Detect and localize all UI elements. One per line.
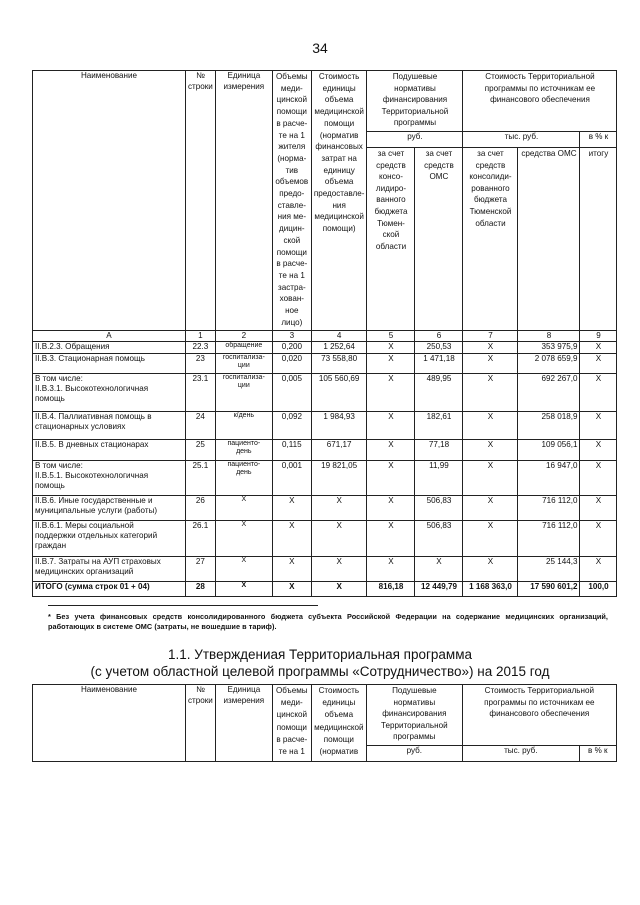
header-line: объема (324, 95, 354, 105)
row-per-capita-budget-cell: X (367, 412, 415, 440)
header-line: Объемы (276, 72, 308, 81)
row-number-cell: 22.3 (186, 342, 216, 354)
header-line: области (375, 241, 407, 251)
row-unit-cell (215, 496, 272, 521)
section-title (0, 646, 640, 680)
row-name-cell (33, 557, 186, 582)
header-line: нормативы (394, 83, 436, 93)
row-per-capita-budget-cell: X (367, 461, 415, 496)
header-line: помощи (276, 722, 307, 732)
col-header-program-oms (518, 148, 580, 331)
row-number-cell: 25.1 (186, 461, 216, 496)
row-program-oms-cell: 258 018,9 (518, 412, 580, 440)
column-index-cell: 2 (215, 331, 272, 342)
row-volume-cell: X (272, 582, 311, 597)
row-unit-cell-line: обращение (225, 342, 263, 349)
row-percent-cell: X (580, 412, 617, 440)
header-line: в расче- (276, 259, 308, 269)
header-line: консолиди- (469, 172, 512, 182)
header-line: ставле- (277, 200, 306, 210)
header-line: помощи (324, 118, 355, 128)
row-program-oms-cell: 2 078 659,9 (518, 354, 580, 374)
row-unit-cell-line: X (241, 582, 247, 589)
row-volume-cell: X (272, 521, 311, 557)
header-line: затрат на (321, 153, 357, 163)
row-program-oms-cell: 109 056,1 (518, 440, 580, 461)
header-line: помощи) (322, 224, 356, 234)
column-index-cell: 4 (311, 331, 367, 342)
row-name-cell-line: муниципальные услуги (работы) (35, 506, 158, 515)
table-row (33, 374, 617, 412)
header-line: объема (324, 177, 354, 187)
header-line: ской (382, 230, 400, 240)
col-header-per-capita-budget (367, 148, 415, 331)
table-row (33, 582, 617, 597)
header-line: те на 1 (278, 270, 305, 280)
header-line: Наименование (80, 685, 138, 694)
header-line: программы (393, 732, 436, 741)
header-line: ния (332, 200, 346, 210)
row-unit-cell (215, 521, 272, 557)
header-line: ния ме- (277, 212, 307, 222)
row-unit-cost-cell: 671,17 (311, 440, 367, 461)
header-line: предоставле- (313, 189, 365, 199)
row-number-cell: 23 (186, 354, 216, 374)
header-line: единицы (322, 698, 356, 708)
header-line: финансового обеспечения (489, 709, 590, 718)
header-line: объема (324, 710, 354, 720)
row-name-cell-line: В том числе: (35, 374, 83, 383)
header-line: средств (424, 160, 454, 170)
row-name-cell-line: медицинских организаций (35, 567, 134, 576)
row-unit-cell (215, 440, 272, 461)
row-name-cell-line: II.B.5.1. Высокотехнологичная (35, 471, 149, 480)
header-line: ОМС (429, 172, 449, 182)
row-per-capita-oms-cell: 489,95 (415, 374, 463, 412)
col-header-program-cost (462, 685, 616, 746)
row-per-capita-oms-cell: 11,99 (415, 461, 463, 496)
table-row (33, 412, 617, 440)
row-name-cell-line: ИТОГО (сумма строк 01 + 04) (35, 582, 150, 591)
column-index-cell: 7 (463, 331, 518, 342)
row-name-cell (33, 342, 186, 354)
row-percent-cell: X (580, 354, 617, 374)
header-line: Территориальной (381, 720, 448, 730)
header-line: те на 1 (278, 130, 305, 140)
col-header-unit-cost (311, 71, 367, 331)
row-program-oms-cell: 353 975,9 (518, 342, 580, 354)
header-line: финансирования (382, 95, 448, 104)
header-line: хован- (279, 294, 304, 304)
table-row (33, 496, 617, 521)
row-name-cell (33, 354, 186, 374)
row-unit-cell (215, 374, 272, 412)
header-line: бюджета (374, 206, 408, 216)
header-line: Тюмен- (377, 218, 405, 228)
row-per-capita-budget-cell: 816,18 (367, 582, 415, 597)
row-unit-cell-line: X (241, 521, 247, 528)
table-row (33, 557, 617, 582)
header-line: Наименование (80, 71, 138, 80)
header-line: Тюменской (469, 206, 512, 216)
row-per-capita-budget-cell: X (367, 440, 415, 461)
row-name-cell-line: II.B.5. В дневных стационарах (35, 440, 149, 449)
row-unit-cell-line: X (241, 496, 247, 503)
header-line: предо- (279, 189, 305, 199)
header-line: Стоимость Территориальной (484, 686, 594, 695)
row-unit-cell-line: ции (237, 362, 250, 369)
row-volume-cell: 0,001 (272, 461, 311, 496)
header-line: средств (475, 160, 506, 170)
row-name-cell-line: помощь (35, 394, 65, 403)
row-volume-cell: X (272, 557, 311, 582)
header-line: финансирования (382, 709, 447, 718)
row-percent-cell: X (580, 374, 617, 412)
row-percent-cell: X (580, 461, 617, 496)
col-header-program-cost-unit: тыс. руб. (463, 132, 580, 148)
column-index-row (33, 331, 617, 342)
header-line: медицинской (314, 107, 364, 117)
row-program-oms-cell: 17 590 601,2 (518, 582, 580, 597)
approved-program-table (32, 684, 617, 762)
row-name-cell-line: стационарных условиях (35, 422, 126, 431)
header-line: объемов (275, 177, 309, 187)
row-volume-cell: 0,005 (272, 374, 311, 412)
header-line: за счет (477, 149, 504, 158)
header-line: дицин- (279, 224, 305, 234)
col-header-volume (272, 685, 311, 762)
footnote: * Без учета финансовых средств консолидированного бюджета субъекта Российской Федерации на содержание медицинских организаций, работающих в системе ОМС (затраты, не вошедшие в тариф). (48, 612, 608, 631)
row-name-cell (33, 412, 186, 440)
row-program-budget-cell: X (463, 412, 518, 440)
header-line: строки (188, 81, 213, 91)
row-unit-cell (215, 354, 272, 374)
header-line: Единица (227, 685, 261, 694)
header-line: ное (285, 306, 299, 316)
col-header-percent: в % к (579, 746, 616, 762)
row-unit-cell-line: госпитализа- (222, 354, 265, 361)
row-unit-cost-cell: 19 821,05 (311, 461, 367, 496)
row-per-capita-budget-cell: X (367, 374, 415, 412)
row-name-cell (33, 496, 186, 521)
column-index-cell: 6 (415, 331, 463, 342)
row-number-cell: 27 (186, 557, 216, 582)
row-program-oms-cell: 716 112,0 (518, 521, 580, 557)
row-volume-cell: 0,200 (272, 342, 311, 354)
header-line: в расче- (276, 734, 308, 744)
table-row (33, 440, 617, 461)
header-line: строки (188, 695, 213, 705)
header-line: застра- (277, 282, 306, 292)
row-name-cell (33, 582, 186, 597)
col-header-per-capita-oms (415, 148, 463, 331)
row-unit-cost-cell: 105 560,69 (311, 374, 367, 412)
row-name-cell-line: II.B.2.3. Обращения (35, 342, 110, 351)
program-cost-table (32, 70, 617, 597)
header-line: единицы (322, 83, 356, 93)
column-index-cell: 9 (580, 331, 617, 342)
row-volume-cell: X (272, 496, 311, 521)
column-index-cell: 8 (518, 331, 580, 342)
col-header-name (33, 685, 186, 762)
row-name-cell-line: II.B.3.1. Высокотехнологичная (35, 384, 149, 393)
header-line: Объемы (276, 686, 308, 695)
row-program-budget-cell: X (463, 521, 518, 557)
row-number-cell: 23.1 (186, 374, 216, 412)
header-line: цинской (276, 710, 307, 720)
row-program-budget-cell: X (463, 461, 518, 496)
row-number-cell: 25 (186, 440, 216, 461)
header-line: те на 1 (278, 747, 305, 757)
page-number: 34 (312, 40, 328, 56)
row-name-cell (33, 440, 186, 461)
footnote-divider (48, 605, 318, 606)
row-per-capita-budget-cell: X (367, 521, 415, 557)
header-line: ванного (376, 195, 406, 205)
row-per-capita-oms-cell: 1 471,18 (415, 354, 463, 374)
header-line: помощи (276, 107, 307, 117)
row-per-capita-budget-cell: X (367, 496, 415, 521)
col-header-program-cost (463, 71, 617, 132)
header-line: медицинской (314, 722, 364, 732)
header-line: консо- (378, 172, 403, 182)
row-name-cell-line: поддержки отдельных категорий (35, 531, 158, 540)
row-name-cell-line: В том числе: (35, 461, 83, 470)
row-volume-cell: 0,115 (272, 440, 311, 461)
header-line: меди- (280, 83, 303, 93)
header-line: финансового обеспечения (490, 95, 590, 104)
col-header-unit-cost (311, 685, 366, 762)
table-row (33, 354, 617, 374)
row-per-capita-oms-cell: 182,61 (415, 412, 463, 440)
header-line: Подушевые (392, 72, 438, 81)
row-unit-cost-cell: X (311, 521, 367, 557)
row-unit-cell (215, 557, 272, 582)
row-per-capita-oms-cell: 506,83 (415, 521, 463, 557)
row-per-capita-budget-cell: X (367, 557, 415, 582)
col-header-program-budget (463, 148, 518, 331)
row-unit-cost-cell: 1 984,93 (311, 412, 367, 440)
row-program-budget-cell: X (463, 496, 518, 521)
row-unit-cell-line: к/день (233, 412, 255, 419)
row-percent-cell: X (580, 521, 617, 557)
header-line: программы (393, 118, 437, 127)
row-unit-cell-line: пациенто- (227, 440, 261, 447)
header-line: № (196, 685, 205, 694)
header-line: за счет (377, 149, 405, 158)
row-name-cell-line: II.B.6.1. Меры социальной (35, 521, 134, 530)
row-name-cell-line: II.B.3. Стационарная помощь (35, 354, 145, 363)
row-percent-cell: X (580, 440, 617, 461)
header-line: помощи (276, 247, 307, 257)
row-unit-cell-line: пациенто- (227, 461, 261, 468)
row-per-capita-oms-cell: X (415, 557, 463, 582)
section-title-line-2: (с учетом областной целевой программы «Сотрудничество») на 2015 год (90, 664, 550, 679)
col-header-percent: в % к (580, 132, 617, 148)
row-name-cell (33, 461, 186, 496)
col-header-unit (215, 685, 272, 762)
row-number-cell: 26.1 (186, 521, 216, 557)
header-line: (норматив (319, 130, 359, 140)
row-program-budget-cell: X (463, 342, 518, 354)
column-index-cell: 1 (186, 331, 216, 342)
row-number-cell: 26 (186, 496, 216, 521)
header-line: средств (376, 160, 406, 170)
row-unit-cell-line: ции (237, 382, 250, 389)
row-program-oms-cell: 25 144,3 (518, 557, 580, 582)
header-line: Единица (227, 71, 261, 80)
header-line: измерения (223, 695, 265, 705)
row-name-cell-line: II.B.4. Паллиативная помощь в (35, 412, 152, 421)
row-unit-cell (215, 412, 272, 440)
row-program-budget-cell: X (463, 354, 518, 374)
header-line: Территориальной (381, 106, 449, 116)
header-line: программы по источникам ее (484, 83, 596, 93)
row-program-budget-cell: X (463, 557, 518, 582)
row-per-capita-oms-cell: 77,18 (415, 440, 463, 461)
row-unit-cell-line: день (236, 448, 252, 455)
col-header-unit (215, 71, 272, 331)
header-line: (норматив (319, 747, 359, 757)
column-index-cell: А (33, 331, 186, 342)
row-program-oms-cell: 692 267,0 (518, 374, 580, 412)
row-name-cell-line: II.B.6. Иные государственные и (35, 496, 153, 505)
table-row (33, 461, 617, 496)
col-header-row-number (186, 71, 216, 331)
header-line: (норма- (277, 153, 307, 163)
header-line: № (196, 71, 205, 80)
header-line: жителя (278, 142, 306, 152)
header-line: лицо) (281, 317, 303, 327)
row-per-capita-oms-cell: 12 449,79 (415, 582, 463, 597)
row-unit-cost-cell: X (311, 496, 367, 521)
header-line: измерения (223, 81, 265, 91)
header-line: цинской (276, 95, 307, 105)
row-unit-cell-line: X (241, 557, 247, 564)
row-unit-cell (215, 582, 272, 597)
header-line: меди- (280, 698, 303, 708)
header-line: программы по источникам ее (484, 697, 595, 707)
row-per-capita-budget-cell: X (367, 342, 415, 354)
col-header-per-capita (367, 71, 463, 132)
row-volume-cell: 0,020 (272, 354, 311, 374)
header-line: единицу (323, 165, 355, 175)
row-name-cell-line: граждан (35, 541, 67, 550)
row-unit-cell (215, 461, 272, 496)
row-volume-cell: 0,092 (272, 412, 311, 440)
row-program-oms-cell: 716 112,0 (518, 496, 580, 521)
table-row (33, 521, 617, 557)
row-percent-cell: X (580, 557, 617, 582)
header-line: ской (283, 235, 301, 245)
row-name-cell (33, 521, 186, 557)
header-line: рованного (471, 183, 510, 193)
row-unit-cell-line: день (236, 469, 252, 476)
row-per-capita-oms-cell: 250,53 (415, 342, 463, 354)
col-header-row-number (186, 685, 216, 762)
header-line: тив (285, 165, 299, 175)
table-body (33, 342, 617, 597)
row-percent-cell: X (580, 342, 617, 354)
header-line: Стоимость Территориальной (485, 72, 595, 81)
table-row (33, 342, 617, 354)
header-line: финансовых (315, 142, 363, 152)
col-header-name (33, 71, 186, 331)
row-number-cell: 24 (186, 412, 216, 440)
header-line: Подушевые (392, 686, 437, 695)
header-line: в расче- (276, 118, 308, 128)
header-line: за счет (425, 149, 453, 158)
row-unit-cost-cell: X (311, 557, 367, 582)
header-line: Стоимость (318, 72, 360, 81)
row-percent-cell: X (580, 496, 617, 521)
row-name-cell (33, 374, 186, 412)
row-program-budget-cell: X (463, 440, 518, 461)
col-header-per-capita (366, 685, 462, 746)
col-header-per-capita-unit: руб. (367, 132, 463, 148)
row-name-cell-line: помощь (35, 481, 65, 490)
row-number-cell: 28 (186, 582, 216, 597)
header-line: медицинской (314, 212, 364, 222)
row-unit-cost-cell: 73 558,80 (311, 354, 367, 374)
row-unit-cost-cell: 1 252,64 (311, 342, 367, 354)
header-line: средства ОМС (521, 149, 577, 158)
col-header-per-capita-unit: руб. (366, 746, 462, 762)
row-name-cell-line: II.B.7. Затраты на АУП страховых (35, 557, 161, 566)
section-title-line-1: 1.1. Утверждениая Территориальная программа (168, 647, 472, 662)
header-line: лидиро- (375, 183, 407, 193)
header-line: итогу (588, 149, 609, 158)
header-line: бюджета (473, 195, 507, 205)
row-unit-cost-cell: X (311, 582, 367, 597)
row-program-oms-cell: 16 947,0 (518, 461, 580, 496)
row-unit-cell-line: госпитализа- (222, 374, 265, 381)
col-header-volume (272, 71, 311, 331)
row-per-capita-oms-cell: 506,83 (415, 496, 463, 521)
row-program-budget-cell: X (463, 374, 518, 412)
row-unit-cell (215, 342, 272, 354)
header-line: нормативы (393, 697, 436, 707)
column-index-cell: 5 (367, 331, 415, 342)
column-index-cell: 3 (272, 331, 311, 342)
row-per-capita-budget-cell: X (367, 354, 415, 374)
col-header-percent-of-total (580, 148, 617, 331)
header-line: Стоимость (318, 686, 360, 695)
header-line: области (475, 218, 506, 228)
row-percent-cell: 100,0 (580, 582, 617, 597)
header-line: помощи (323, 734, 354, 744)
row-program-budget-cell: 1 168 363,0 (463, 582, 518, 597)
col-header-program-cost-unit: тыс. руб. (462, 746, 579, 762)
